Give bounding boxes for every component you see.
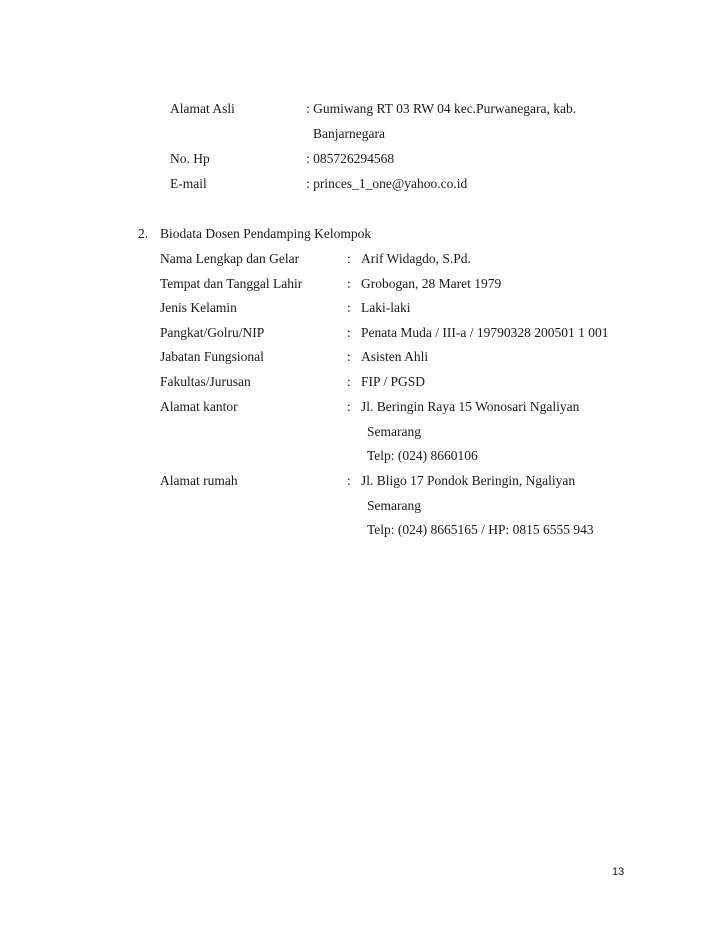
field-label: Alamat rumah [160,473,238,488]
field-colon: : [347,473,351,488]
field-value: Asisten Ahli [361,349,429,364]
field-value: Jl. Bligo 17 Pondok Beringin, Ngaliyan [361,473,576,488]
field-colon: : [347,276,351,291]
email-value: : princes_1_one@yahoo.co.id [306,176,468,191]
alamat-asli-value: : Gumiwang RT 03 RW 04 kec.Purwanegara, kab. [306,101,577,116]
field-value: Arif Widagdo, S.Pd. [361,251,471,266]
field-label: Pangkat/Golru/NIP [160,325,265,340]
field-value: Penata Muda / III-a / 19790328 200501 1 001 [361,325,609,340]
page-number: 13 [612,866,625,878]
field-colon: : [347,325,351,340]
no-hp-value: : 085726294568 [306,151,395,166]
field-colon: : [347,251,351,266]
field-label: Jenis Kelamin [160,300,237,315]
field-colon: : [347,399,351,414]
field-label: Jabatan Fungsional [160,349,264,364]
section-number: 2. [138,226,149,241]
field-colon: : [347,374,351,389]
section-heading: Biodata Dosen Pendamping Kelompok [160,226,372,241]
field-continuation: Telp: (024) 8665165 / HP: 0815 6555 943 [367,522,594,537]
field-value: Jl. Beringin Raya 15 Wonosari Ngaliyan [361,399,580,414]
no-hp-label: No. Hp [170,151,210,166]
field-label: Nama Lengkap dan Gelar [160,251,300,266]
field-continuation: Semarang [367,498,421,513]
field-value: Grobogan, 28 Maret 1979 [361,276,502,291]
field-continuation: Telp: (024) 8660106 [367,448,478,463]
field-value: FIP / PGSD [361,374,426,389]
field-label: Alamat kantor [160,399,238,414]
alamat-asli-continuation: Banjarnegara [313,126,385,141]
field-colon: : [347,300,351,315]
email-label: E-mail [170,176,207,191]
field-continuation: Semarang [367,424,421,439]
field-colon: : [347,349,351,364]
field-label: Tempat dan Tanggal Lahir [160,276,303,291]
field-label: Fakultas/Jurusan [160,374,251,389]
field-value: Laki-laki [361,300,411,315]
alamat-asli-label: Alamat Asli [170,101,235,116]
